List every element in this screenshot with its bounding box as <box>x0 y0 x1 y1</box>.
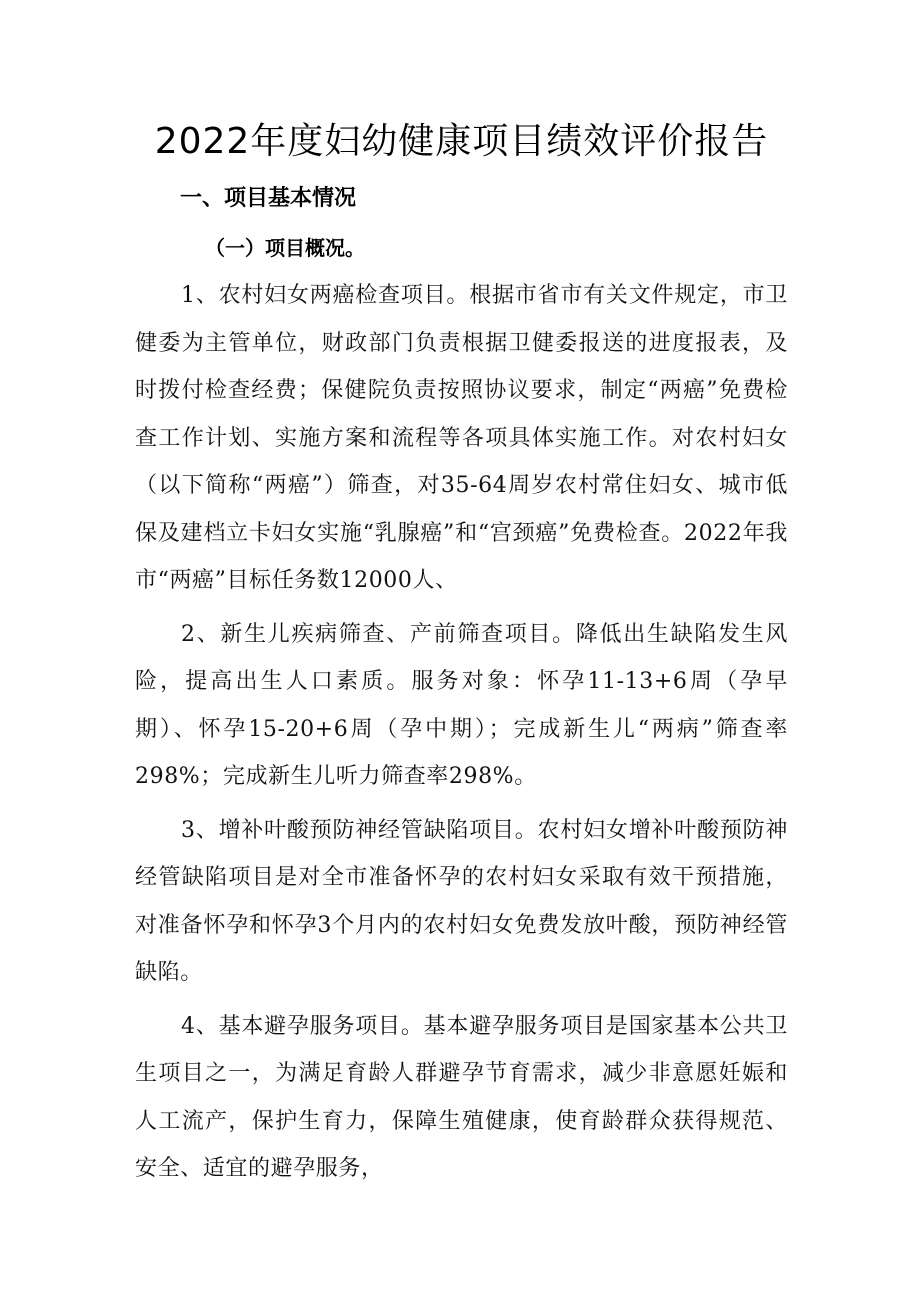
paragraph-newborn-prenatal-screening: 2、新生儿疾病筛查、产前筛查项目。降低出生缺陷发生风险，提高出生人口素质。服务对象：怀孕11-13+6周（孕早期）、怀孕15-20+6周（孕中期）；完成新生儿“两病”筛查率298%；完成新生儿听力筛查率298%。 <box>135 621 788 789</box>
paragraph-cervical-breast-screening: 1、农村妇女两癌检查项目。根据市省市有关文件规定，市卫健委为主管单位，财政部门负责根据卫健委报送的进度报表，及时拨付检查经费；保健院负责按照协议要求，制定“两癌”免费检查工作计划、实施方案和流程等各项具体实施工作。对农村妇女（以下简称“两癌”）筛查，对35-64周岁农村常住妇女、城市低保及建档立卡妇女实施“乳腺癌”和“宫颈癌”免费检查。2022年我市“两癌”目标任务数12000人、 <box>135 283 788 593</box>
section-heading: 一、项目基本情况 <box>180 186 357 211</box>
document-title: 2022年度妇幼健康项目绩效评价报告 <box>154 121 769 162</box>
subsection-heading: （一）项目概况。 <box>205 236 365 260</box>
paragraph-folic-acid: 3、增补叶酸预防神经管缺陷项目。农村妇女增补叶酸预防神经管缺陷项目是对全市准备怀孕的农村妇女采取有效干预措施，对准备怀孕和怀孕3个月内的农村妇女免费发放叶酸，预防神经管缺陷。 <box>135 817 788 985</box>
paragraph-contraception-service: 4、基本避孕服务项目。基本避孕服务项目是国家基本公共卫生项目之一，为满足育龄人群避孕节育需求，减少非意愿妊娠和人工流产，保护生育力，保障生殖健康，使育龄群众获得规范、安全、适宜的避孕服务， <box>135 1013 788 1181</box>
